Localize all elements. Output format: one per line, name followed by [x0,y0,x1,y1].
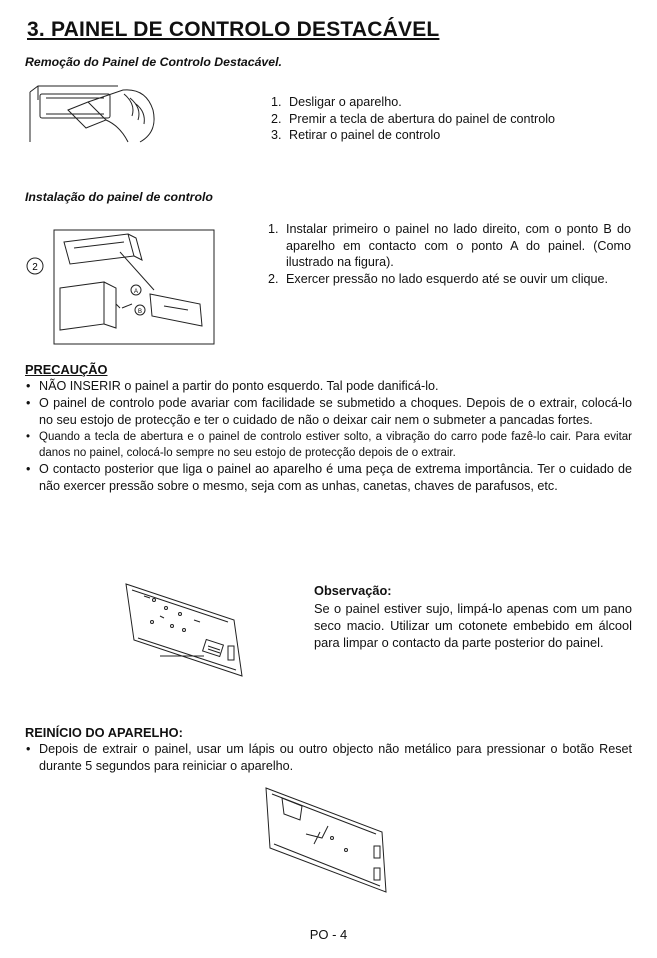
list-item: 2. Exercer pressão no lado esquerdo até se ouvir um clique. [268,271,609,286]
point-a-label: A [133,289,139,295]
installation-steps [268,221,631,287]
reset-list [25,741,632,775]
list-item: • O contacto posterior que liga o painel ao aparelho é uma peça de extrema importância. Ter o cuidado de não exercer pressão sobre o mesmo, seja com as unhas, canetas, chaves de parafusos, etc. [25,461,632,495]
observation-text: Se o painel estiver sujo, limpá-lo apenas com um pano seco macio. Utilizar um cotonete embebido em álcool para limpar o contacto da parte posterior do painel. [314,601,632,650]
removal-illustration [28,80,168,152]
precaution-heading: PRECAUÇÃO [25,362,108,377]
installation-illustration [24,224,214,346]
list-item: 2. Premir a tecla de abertura do painel de controlo [271,111,556,126]
page-title: 3. PAINEL DE CONTROLO DESTACÁVEL [27,18,440,41]
precaution-list [25,378,632,495]
removal-steps [271,94,631,144]
observation-heading: Observação: [314,583,392,598]
reset-heading: REINÍCIO DO APARELHO: [25,725,183,740]
installation-heading: Instalação do painel de controlo [25,190,213,204]
list-item: • NÃO INSERIR o painel a partir do ponto esquerdo. Tal pode danificá-lo. [25,378,632,395]
list-item: • Depois de extrair o painel, usar um lápis ou outro objecto não metálico para pressionar o botão Reset durante 5 segundos para reiniciar o aparelho. [25,741,632,775]
reset-illustration [262,786,392,896]
point-b-label: B [137,309,143,315]
page-number: PO - 4 [309,927,348,942]
panel-back-illustration [124,580,246,680]
figure-number: 2 [32,262,38,273]
list-item: • Quando a tecla de abertura e o painel de controlo estiver solto, a vibração do carro pode fazê-lo cair. Para evitar danos no painel, colocá-lo sempre no seu estojo de protecção depois de o extrair. [25,429,632,461]
list-item: • O painel de controlo pode avariar com facilidade se submetido a choques. Depois de o extrair, colocá-lo no seu estojo de protecção e ter o cuidado de não o deixar cair nem o submeter a pancadas fortes. [25,395,632,429]
removal-heading: Remoção do Painel de Controlo Destacável. [25,55,282,69]
list-item: 3. Retirar o painel de controlo [271,128,441,142]
list-item: 1. Instalar primeiro o painel no lado direito, com o ponto B do aparelho em contacto com o ponto A do painel. (Como ilustrado na figura). [268,222,631,269]
list-item: 1. Desligar o aparelho. [271,95,402,109]
